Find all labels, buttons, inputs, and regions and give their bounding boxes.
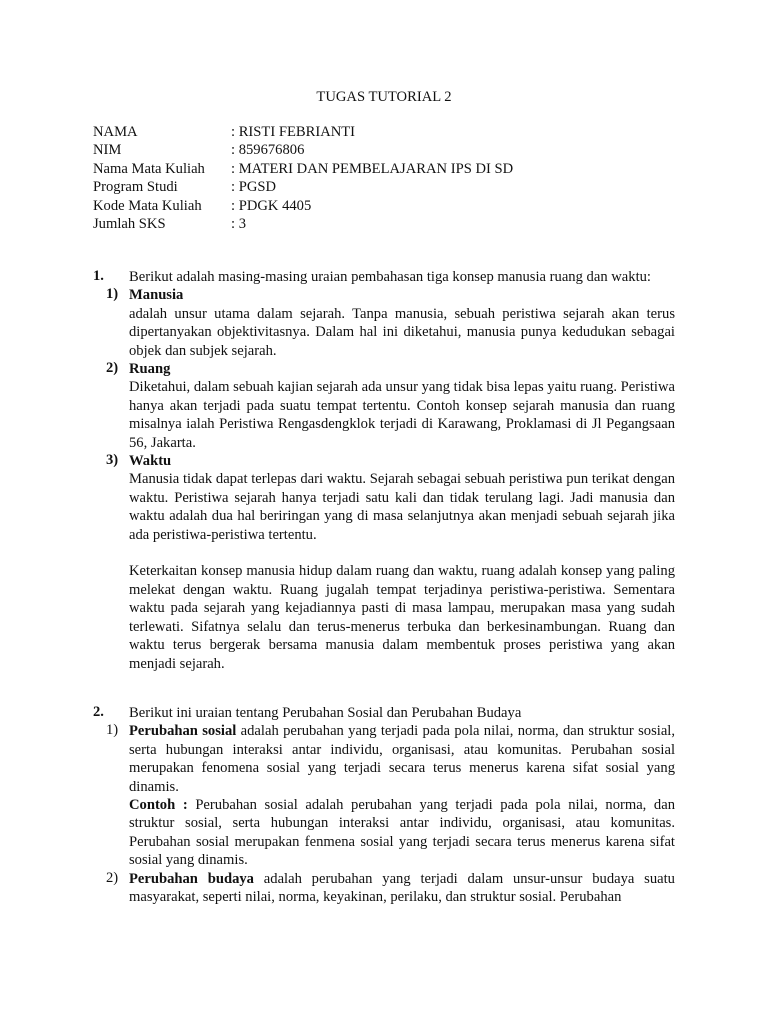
paragraph-gap <box>93 544 675 562</box>
closing-text: Keterkaitan konsep manusia hidup dalam ruang dan waktu, ruang adalah konsep yang paling melekat dengan waktu. Ruang jugalah tempat terjadinya peristiwa-peristiwa. Sementara waktu pada sejarah yang kejadiannya pasti di masa lampau, merupakan masa yang sudah terlewati. Sifatnya selalu dan terus-menerus terbuka dan berkesinambungan. Ruang dan waktu terus bergerak bersama manusia dalam membentuk proses peristiwa yang akan menjadi sejarah. <box>129 563 675 672</box>
info-row-nama <box>93 123 513 141</box>
info-value: : PDGK 4405 <box>231 197 312 214</box>
info-value: : PGSD <box>231 179 277 196</box>
item-text: Diketahui, dalam sebuah kajian sejarah ada unsur yang tidak bisa lepas yaitu ruang. Peristiwa hanya akan terjadi pada suatu tempat tertentu. Contoh konsep sejarah manusia dan ruang misalnya ialah Peristiwa Rengasdengklok terjadi di Karawang, Proklamasi di Jl Pegangsaan 56, Jakarta. <box>129 379 675 451</box>
item-text <box>129 870 675 907</box>
info-label: NIM <box>93 142 122 159</box>
list-item-waktu <box>106 452 675 544</box>
item-term: Perubahan budaya <box>129 870 254 887</box>
item-definition: adalah perubahan yang terjadi pada pola nilai, norma, dan struktur sosial, serta hubungan interaksi antar individu, organisasi, atau komunitas. Perubahan sosial merupakan fenomena sosial yang terjadi secara terus menerus karena sifat sosial yang dinamis. <box>129 723 676 795</box>
item-number: 2) <box>106 869 119 886</box>
item-heading: Waktu <box>129 453 172 470</box>
item-number: 3) <box>106 452 119 469</box>
info-value: : RISTI FEBRIANTI <box>231 124 356 140</box>
list-item-perubahan-sosial <box>106 722 676 869</box>
question-intro: Berikut adalah masing-masing uraian pembahasan tiga konsep manusia ruang dan waktu: <box>129 269 651 285</box>
item-text: Manusia tidak dapat terlepas dari waktu. Sejarah sebagai sebuah peristiwa pun terikat dengan waktu. Peristiwa sejarah hanya terjadi satu kali dan tidak terulang lagi. Jadi manusia dan waktu adalah dua hal beriringan yang di masa selanjutnya akan menjadi sebuah sejarah jika ada peristiwa-peristiwa tertentu. <box>129 471 675 543</box>
info-value: : 3 <box>231 215 246 232</box>
question-number: 1. <box>93 268 104 284</box>
question-intro: Berikut ini uraian tentang Perubahan Sosial dan Perubahan Budaya <box>129 705 522 721</box>
item-number: 2) <box>106 360 119 377</box>
list-item-ruang <box>106 360 675 452</box>
student-info <box>93 123 513 233</box>
info-row-mata-kuliah <box>93 160 513 178</box>
info-value: : 859676806 <box>231 142 305 159</box>
item-heading: Manusia <box>129 287 184 304</box>
info-label: Kode Mata Kuliah <box>93 197 202 214</box>
list-item-perubahan-budaya <box>106 869 675 907</box>
info-row-program-studi <box>93 178 513 196</box>
question-2 <box>93 704 675 906</box>
info-row-nim <box>93 141 513 159</box>
item-definition: adalah perubahan yang terjadi dalam unsur-unsur budaya suatu masyarakat, seperti nilai, norma, keyakinan, perilaku, dan struktur sosial. Perubahan <box>129 870 675 906</box>
list-item-manusia <box>106 286 675 360</box>
item-heading: Ruang <box>129 361 171 378</box>
info-label: NAMA <box>93 124 138 140</box>
info-label: Nama Mata Kuliah <box>93 160 205 177</box>
example-text: Perubahan sosial adalah perubahan yang terjadi pada pola nilai, norma, dan struktur sosial, serta hubungan interaksi antar individu, organisasi, atau komunitas. Perubahan sosial merupakan fenmena sosial yang terjadi secara terus menerus karena sifat sosial yang dinamis. <box>129 797 676 869</box>
item-text: adalah unsur utama dalam sejarah. Tanpa manusia, sebuah peristiwa sejarah akan terus dipertanyakan objektivitasnya. Dalam hal ini diketahui, manusia punya kedudukan sebagai objek dan subjek sejarah. <box>129 305 675 359</box>
item-text <box>129 722 675 796</box>
item-term: Perubahan sosial <box>129 723 237 740</box>
info-value: : MATERI DAN PEMBELAJARAN IPS DI SD <box>231 160 514 177</box>
info-row-sks <box>93 215 513 233</box>
info-row-kode <box>93 197 513 215</box>
info-label: Program Studi <box>93 179 178 196</box>
item-number: 1) <box>106 722 119 739</box>
question-1 <box>93 268 675 673</box>
document-title: TUGAS TUTORIAL 2 <box>316 89 452 105</box>
closing-paragraph <box>129 562 675 672</box>
example-label: Contoh : <box>129 797 188 814</box>
question-number: 2. <box>93 704 104 720</box>
item-number: 1) <box>106 286 119 303</box>
item-example <box>129 796 675 870</box>
info-label: Jumlah SKS <box>93 215 166 232</box>
